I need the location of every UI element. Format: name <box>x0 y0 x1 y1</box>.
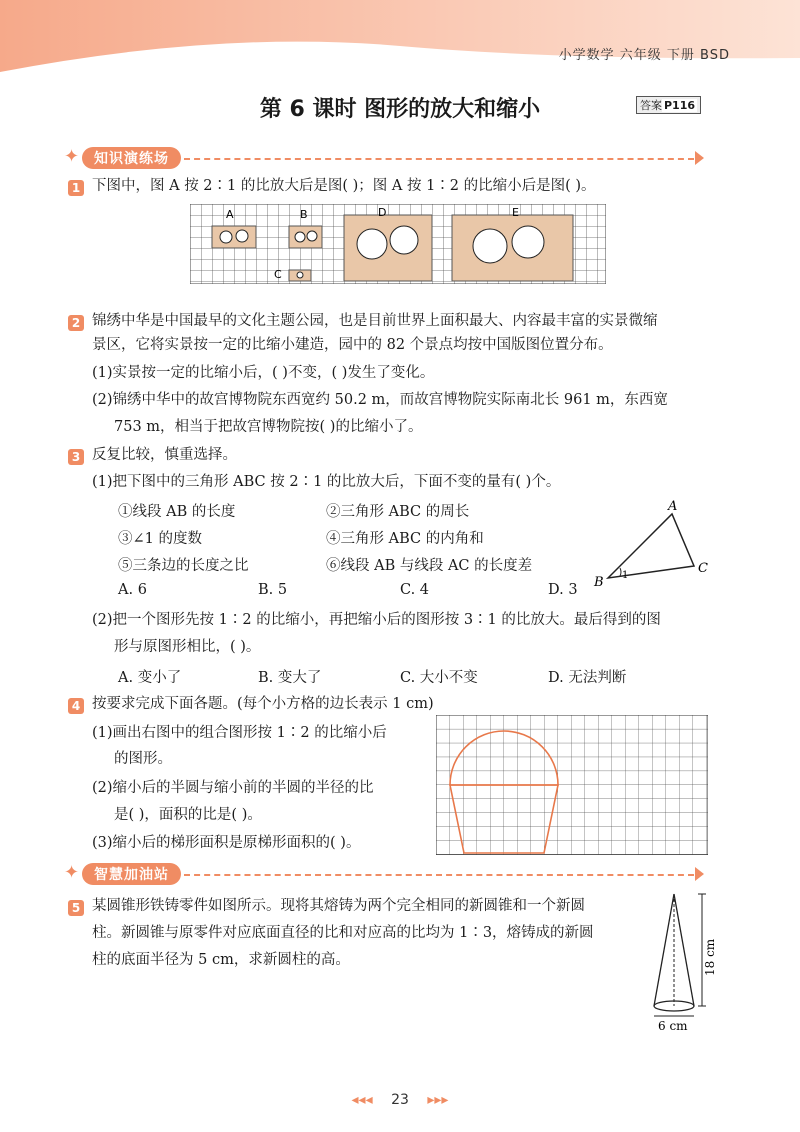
q3-choice: C. 4 <box>400 582 430 598</box>
vertex-C: C <box>698 561 708 576</box>
q4-s3: (3)缩小后的梯形面积是原梯形面积的( )。 <box>92 835 361 851</box>
q3-intro: 反复比较，慎重选择。 <box>92 447 237 463</box>
q3-choice: A. 变小了 <box>118 670 182 686</box>
label-C: C <box>274 268 282 281</box>
q3-sub1: (1)把下图中的三角形 ABC 按 2∶1 的比放大后，下面不变的量有( )个。 <box>92 474 561 490</box>
header-subject: 小学数学 六年级 下册 BSD <box>558 48 730 63</box>
question-number: 3 <box>68 449 84 465</box>
q3-sub2b: 形与原图形相比，( )。 <box>114 639 261 655</box>
q3-choice: B. 5 <box>258 582 288 598</box>
q3-item: ③∠1 的度数 <box>118 531 202 547</box>
question-number: 5 <box>68 900 84 916</box>
q5-line3: 柱的底面半径为 5 cm，求新圆柱的高。 <box>92 952 350 968</box>
header-banner <box>0 0 800 80</box>
q4-s1b: 的图形。 <box>114 751 172 767</box>
q4-s2a: (2)缩小后的半圆与缩小前的半圆的半径的比 <box>92 780 374 796</box>
section-header-challenge: ✦ 智慧加油站 <box>64 862 704 886</box>
q3-sub2a: (2)把一个图形先按 1∶2 的比缩小，再把缩小后的图形按 3∶1 的比放大。最后得到的图 <box>92 612 661 628</box>
q2-line2: 景区，它将实景按一定的比缩小建造，园中的 82 个景点均按中国版图位置分布。 <box>92 337 613 353</box>
q3-item: ④三角形 ABC 的内角和 <box>326 531 484 547</box>
next-arrows-icon: ▸▸▸ <box>427 1092 449 1108</box>
angle-1-label: 1 <box>622 570 629 581</box>
page-title: 第 6 课时 图形的放大和缩小 <box>259 97 541 122</box>
vertex-B: B <box>594 575 604 590</box>
q3-choice: A. 6 <box>118 582 147 598</box>
arrow-icon <box>695 151 704 165</box>
runner-icon: ✦ <box>64 146 80 167</box>
q5-line1: 某圆锥形铁铸零件如图所示。现将其熔铸为两个完全相同的新圆锥和一个新圆 <box>92 898 585 914</box>
q2-line1: 锦绣中华是中国最早的文化主题公园，也是目前世界上面积最大、内容最丰富的实景微缩 <box>92 313 658 329</box>
q3-choice: C. 大小不变 <box>400 670 478 686</box>
q3-item: ⑤三条边的长度之比 <box>118 558 249 574</box>
triangle-abc-figure <box>590 496 715 591</box>
q1-grid-figure <box>190 204 606 284</box>
page-number: 23 <box>391 1092 409 1108</box>
diameter-label: 6 cm <box>658 1019 688 1033</box>
panda-figure-E <box>452 215 573 281</box>
answer-tag[interactable]: 答案 P116 <box>636 96 701 114</box>
q3-item: ⑥线段 AB 与线段 AC 的长度差 <box>326 558 533 574</box>
prev-arrows-icon: ◂◂◂ <box>351 1092 373 1108</box>
height-label: 18 cm <box>703 938 717 976</box>
label-A: A <box>226 208 234 221</box>
q2-sub2a: (2)锦绣中华中的故宫博物院东西宽约 50.2 m，而故宫博物院实际南北长 961 m，东西宽 <box>92 392 668 408</box>
q3-choice: B. 变大了 <box>258 670 322 686</box>
q2-sub2b: 753 m，相当于把故宫博物院按( )的比缩小了。 <box>114 419 423 435</box>
runner-icon: ✦ <box>64 862 80 883</box>
panda-figure-B <box>289 226 322 248</box>
q3-choice: D. 无法判断 <box>548 670 627 686</box>
label-B: B <box>300 208 308 221</box>
q3-item: ②三角形 ABC 的周长 <box>326 504 470 520</box>
vertex-A: A <box>668 499 678 514</box>
q4-grid-figure <box>436 715 708 855</box>
section-header-practice: ✦ 知识演练场 <box>64 146 704 170</box>
panda-figure-C <box>289 270 311 281</box>
q5-line2: 柱。新圆锥与原零件对应底面直径的比和对应高的比均为 1∶3，熔铸成的新圆 <box>92 925 594 941</box>
arrow-icon <box>695 867 704 881</box>
question-number: 1 <box>68 180 84 196</box>
label-D: D <box>378 206 387 219</box>
q2-sub1: (1)实景按一定的比缩小后，( )不变，( )发生了变化。 <box>92 365 435 381</box>
q3-choice: D. 3 <box>548 582 578 598</box>
cone-figure <box>640 888 720 1034</box>
label-E: E <box>512 206 519 219</box>
panda-figure-A <box>212 226 256 248</box>
question-number: 4 <box>68 698 84 714</box>
q4-s1a: (1)画出右图中的组合图形按 1∶2 的比缩小后 <box>92 725 387 741</box>
q4-intro: 按要求完成下面各题。(每个小方格的边长表示 1 cm) <box>92 696 434 712</box>
page-footer <box>0 1092 800 1108</box>
question-number: 2 <box>68 315 84 331</box>
q4-s2b: 是( )，面积的比是( )。 <box>114 807 262 823</box>
q1-text: 下图中，图 A 按 2∶1 的比放大后是图( )；图 A 按 1∶2 的比缩小后是图( )。 <box>92 178 596 194</box>
panda-figure-D <box>344 215 432 281</box>
q3-item: ①线段 AB 的长度 <box>118 504 236 520</box>
